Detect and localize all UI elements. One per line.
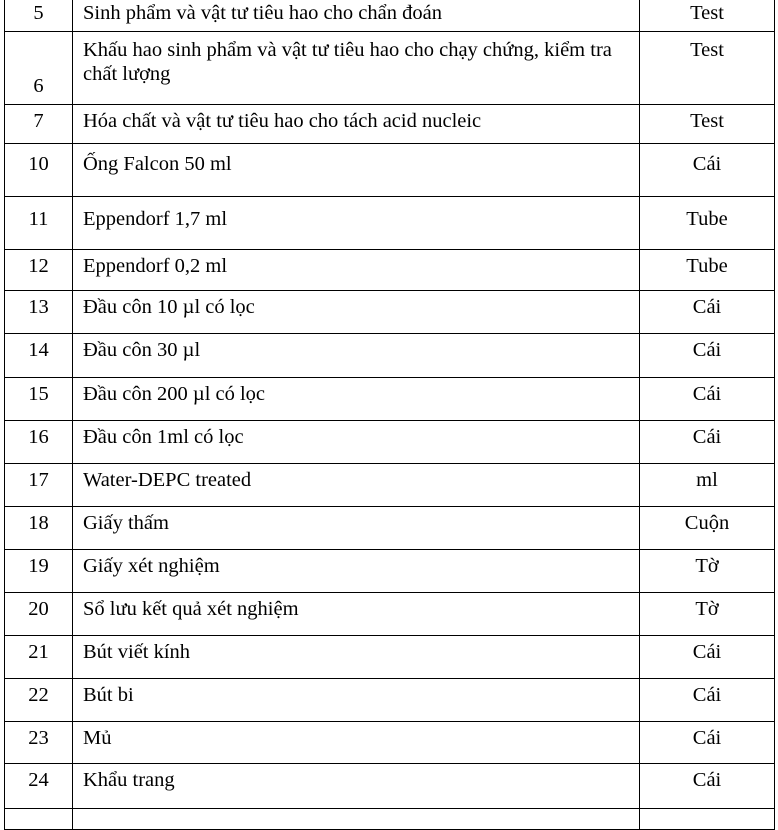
document-page [4, 0, 774, 830]
table-row [5, 197, 775, 250]
item-unit: Tube [640, 197, 775, 250]
item-unit: Cái [640, 679, 775, 722]
item-name: Sinh phẩm và vật tư tiêu hao cho chẩn đoán [73, 0, 640, 32]
row-number: 13 [5, 291, 73, 334]
item-unit: Cuộn [640, 507, 775, 550]
item-name: Khấu hao sinh phẩm và vật tư tiêu hao cho chạy chứng, kiểm tra chất lượng [73, 32, 640, 105]
row-number [5, 809, 73, 830]
table-row [5, 593, 775, 636]
item-name: Eppendorf 1,7 ml [73, 197, 640, 250]
table-row [5, 378, 775, 421]
row-number: 6 [5, 32, 73, 105]
item-unit: Test [640, 32, 775, 105]
item-name [73, 809, 640, 830]
item-name: Giấy xét nghiệm [73, 550, 640, 593]
supplies-table [4, 0, 775, 830]
table-row [5, 809, 775, 830]
row-number: 11 [5, 197, 73, 250]
item-unit [640, 809, 775, 830]
item-unit: Cái [640, 378, 775, 421]
item-unit: Test [640, 105, 775, 144]
item-name: Giấy thấm [73, 507, 640, 550]
item-name: Water-DEPC treated [73, 464, 640, 507]
row-number: 20 [5, 593, 73, 636]
row-number: 5 [5, 0, 73, 32]
row-number: 21 [5, 636, 73, 679]
table-row [5, 550, 775, 593]
item-unit: Cái [640, 334, 775, 378]
table-row [5, 507, 775, 550]
item-unit: Tờ [640, 593, 775, 636]
table-row [5, 679, 775, 722]
item-unit: Test [640, 0, 775, 32]
item-name: Sổ lưu kết quả xét nghiệm [73, 593, 640, 636]
table-row [5, 421, 775, 464]
item-name: Đầu côn 10 µl có lọc [73, 291, 640, 334]
item-name: Khẩu trang [73, 764, 640, 809]
item-name: Đầu côn 1ml có lọc [73, 421, 640, 464]
item-unit: Cái [640, 722, 775, 764]
table-row [5, 32, 775, 105]
row-number: 16 [5, 421, 73, 464]
table-row [5, 0, 775, 32]
table-row [5, 722, 775, 764]
item-name: Hóa chất và vật tư tiêu hao cho tách acid nucleic [73, 105, 640, 144]
item-name: Ống Falcon 50 ml [73, 144, 640, 197]
item-name: Bút bi [73, 679, 640, 722]
row-number: 17 [5, 464, 73, 507]
item-name: Mủ [73, 722, 640, 764]
table-row [5, 764, 775, 809]
item-unit: Cái [640, 291, 775, 334]
table-row [5, 291, 775, 334]
row-number: 23 [5, 722, 73, 764]
table-row [5, 464, 775, 507]
item-name: Bút viết kính [73, 636, 640, 679]
item-name: Đầu côn 200 µl có lọc [73, 378, 640, 421]
item-unit: Cái [640, 421, 775, 464]
table-row [5, 144, 775, 197]
row-number: 7 [5, 105, 73, 144]
row-number: 14 [5, 334, 73, 378]
item-unit: Tube [640, 250, 775, 291]
table-row [5, 334, 775, 378]
item-unit: Tờ [640, 550, 775, 593]
row-number: 12 [5, 250, 73, 291]
item-unit: Cái [640, 636, 775, 679]
item-unit: Cái [640, 764, 775, 809]
row-number: 24 [5, 764, 73, 809]
item-name: Đầu côn 30 µl [73, 334, 640, 378]
table-row [5, 105, 775, 144]
table-row [5, 636, 775, 679]
item-unit: Cái [640, 144, 775, 197]
row-number: 22 [5, 679, 73, 722]
table-row [5, 250, 775, 291]
row-number: 10 [5, 144, 73, 197]
item-name: Eppendorf 0,2 ml [73, 250, 640, 291]
row-number: 15 [5, 378, 73, 421]
row-number: 19 [5, 550, 73, 593]
row-number: 18 [5, 507, 73, 550]
item-unit: ml [640, 464, 775, 507]
